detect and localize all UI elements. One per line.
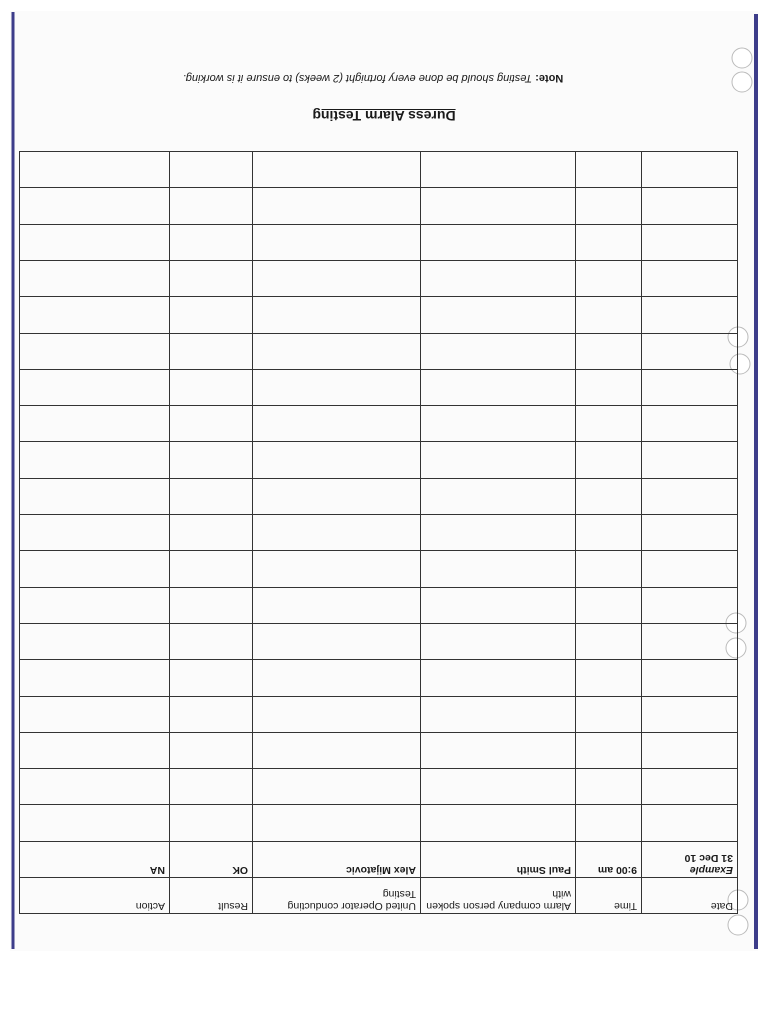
table-row bbox=[20, 188, 738, 224]
table-cell bbox=[421, 260, 576, 296]
table-cell bbox=[20, 696, 170, 732]
table-cell bbox=[421, 442, 576, 478]
table-cell bbox=[576, 224, 642, 260]
table-cell bbox=[421, 587, 576, 623]
table-cell bbox=[421, 805, 576, 841]
table-cell bbox=[642, 406, 738, 442]
table-cell bbox=[20, 260, 170, 296]
table-cell bbox=[421, 515, 576, 551]
table-row bbox=[20, 623, 738, 659]
table-cell bbox=[642, 769, 738, 805]
example-time: 9:00 am bbox=[597, 864, 637, 876]
table-cell bbox=[642, 551, 738, 587]
table-cell bbox=[253, 660, 421, 696]
table-cell bbox=[642, 152, 738, 188]
table-cell bbox=[253, 152, 421, 188]
table-cell bbox=[20, 769, 170, 805]
table-cell bbox=[170, 732, 253, 768]
table-cell bbox=[576, 623, 642, 659]
table-cell bbox=[421, 406, 576, 442]
table-cell bbox=[20, 333, 170, 369]
table-cell bbox=[253, 188, 421, 224]
table-row bbox=[20, 297, 738, 333]
table-cell bbox=[421, 188, 576, 224]
table-row bbox=[20, 406, 738, 442]
table-cell bbox=[20, 805, 170, 841]
example-operator: Alex Mijatovic bbox=[345, 864, 416, 876]
table-cell bbox=[421, 478, 576, 514]
table-cell bbox=[170, 769, 253, 805]
table-cell bbox=[20, 188, 170, 224]
table-cell bbox=[170, 152, 253, 188]
table-cell bbox=[421, 297, 576, 333]
table-cell bbox=[642, 260, 738, 296]
table-cell bbox=[421, 333, 576, 369]
table-cell bbox=[421, 623, 576, 659]
table-cell bbox=[576, 333, 642, 369]
table-cell bbox=[170, 369, 253, 405]
table-cell bbox=[170, 587, 253, 623]
table-cell bbox=[20, 297, 170, 333]
table-cell bbox=[20, 551, 170, 587]
table-cell bbox=[642, 805, 738, 841]
table-cell bbox=[421, 152, 576, 188]
example-date: 31 Dec 10 bbox=[684, 851, 733, 864]
table-row bbox=[20, 732, 738, 768]
column-header-alarm-person: Alarm company person spoken with bbox=[421, 878, 576, 914]
table-cell bbox=[170, 442, 253, 478]
table-cell bbox=[642, 297, 738, 333]
table-cell bbox=[576, 515, 642, 551]
table-cell bbox=[576, 805, 642, 841]
example-row bbox=[20, 841, 738, 877]
table-cell bbox=[20, 587, 170, 623]
table-cell bbox=[421, 769, 576, 805]
table-cell bbox=[253, 732, 421, 768]
table-cell bbox=[642, 587, 738, 623]
table-cell bbox=[576, 696, 642, 732]
table-cell bbox=[421, 732, 576, 768]
table-cell bbox=[576, 442, 642, 478]
table-cell bbox=[253, 224, 421, 260]
table-row bbox=[20, 660, 738, 696]
table-cell bbox=[170, 623, 253, 659]
example-action-cell bbox=[20, 841, 170, 877]
table-cell bbox=[576, 769, 642, 805]
example-action: NA bbox=[149, 864, 165, 876]
note-label: Note: bbox=[535, 72, 564, 84]
table-cell bbox=[642, 442, 738, 478]
blank-rows bbox=[20, 152, 738, 842]
example-result: OK bbox=[232, 864, 248, 876]
table-cell bbox=[170, 224, 253, 260]
table-cell bbox=[20, 224, 170, 260]
table-cell bbox=[170, 406, 253, 442]
example-alarm-person-cell bbox=[421, 841, 576, 877]
table-cell bbox=[170, 188, 253, 224]
table-row bbox=[20, 515, 738, 551]
table-cell bbox=[253, 551, 421, 587]
table-cell bbox=[20, 660, 170, 696]
table-cell bbox=[20, 369, 170, 405]
table-row bbox=[20, 696, 738, 732]
table-cell bbox=[253, 369, 421, 405]
table-cell bbox=[170, 515, 253, 551]
table-cell bbox=[253, 333, 421, 369]
column-header-time: Time bbox=[576, 878, 642, 914]
note-text: Testing should be done every fortnight (2 weeks) to ensure it is working. bbox=[182, 72, 533, 84]
table-cell bbox=[20, 623, 170, 659]
table-cell bbox=[20, 732, 170, 768]
table-cell bbox=[421, 660, 576, 696]
scan-bottom-margin bbox=[0, 949, 768, 1024]
table-cell bbox=[253, 442, 421, 478]
table-row bbox=[20, 587, 738, 623]
table-cell bbox=[576, 478, 642, 514]
testing-note bbox=[138, 72, 608, 84]
table-cell bbox=[170, 660, 253, 696]
form-title: Duress Alarm Testing bbox=[312, 108, 456, 124]
example-operator-cell bbox=[253, 841, 421, 877]
example-label: Example bbox=[689, 864, 733, 876]
column-header-result: Result bbox=[170, 878, 253, 914]
table-cell bbox=[253, 478, 421, 514]
table-cell bbox=[170, 805, 253, 841]
punch-hole bbox=[728, 915, 748, 935]
table-cell bbox=[576, 587, 642, 623]
table-cell bbox=[170, 260, 253, 296]
table-cell bbox=[170, 696, 253, 732]
table-row bbox=[20, 478, 738, 514]
table-cell bbox=[421, 369, 576, 405]
table-cell bbox=[576, 369, 642, 405]
table-cell bbox=[253, 587, 421, 623]
table-row bbox=[20, 333, 738, 369]
table-cell bbox=[576, 297, 642, 333]
table-header-row bbox=[20, 878, 738, 914]
table-cell bbox=[642, 623, 738, 659]
table-cell bbox=[576, 260, 642, 296]
table-cell bbox=[170, 551, 253, 587]
table-cell bbox=[253, 696, 421, 732]
table-cell bbox=[170, 297, 253, 333]
table-cell bbox=[576, 551, 642, 587]
table-cell bbox=[20, 478, 170, 514]
table-cell bbox=[253, 515, 421, 551]
table-cell bbox=[421, 696, 576, 732]
table-row bbox=[20, 551, 738, 587]
table-row bbox=[20, 769, 738, 805]
table-cell bbox=[576, 406, 642, 442]
testing-log-table bbox=[19, 151, 738, 914]
table-cell bbox=[642, 660, 738, 696]
table-cell bbox=[20, 152, 170, 188]
table-cell bbox=[421, 224, 576, 260]
punch-hole bbox=[732, 48, 752, 68]
example-date-cell bbox=[642, 841, 738, 877]
table-cell bbox=[576, 660, 642, 696]
table-cell bbox=[253, 260, 421, 296]
table-row bbox=[20, 442, 738, 478]
table-cell bbox=[576, 152, 642, 188]
table-cell bbox=[642, 224, 738, 260]
example-time-cell bbox=[576, 841, 642, 877]
table-cell bbox=[642, 333, 738, 369]
punch-hole bbox=[732, 72, 752, 92]
table-cell bbox=[642, 478, 738, 514]
column-header-action: Action bbox=[20, 878, 170, 914]
table-cell bbox=[642, 696, 738, 732]
example-alarm-person: Paul Smith bbox=[516, 864, 571, 876]
table-cell bbox=[20, 442, 170, 478]
table-row bbox=[20, 260, 738, 296]
table-cell bbox=[20, 515, 170, 551]
table-cell bbox=[421, 551, 576, 587]
table-cell bbox=[642, 515, 738, 551]
table-cell bbox=[170, 333, 253, 369]
column-header-date: Date bbox=[642, 878, 738, 914]
table-row bbox=[20, 152, 738, 188]
table-cell bbox=[253, 297, 421, 333]
table-cell bbox=[576, 732, 642, 768]
example-result-cell bbox=[170, 841, 253, 877]
column-header-operator: United Operator conducting Testing bbox=[253, 878, 421, 914]
table-row bbox=[20, 224, 738, 260]
table-cell bbox=[253, 769, 421, 805]
table-cell bbox=[20, 406, 170, 442]
table-cell bbox=[253, 623, 421, 659]
table-cell bbox=[170, 478, 253, 514]
table-cell bbox=[253, 805, 421, 841]
table-cell bbox=[642, 369, 738, 405]
table-row bbox=[20, 805, 738, 841]
table-row bbox=[20, 369, 738, 405]
table-cell bbox=[576, 188, 642, 224]
table-cell bbox=[642, 188, 738, 224]
table-cell bbox=[642, 732, 738, 768]
table-cell bbox=[253, 406, 421, 442]
